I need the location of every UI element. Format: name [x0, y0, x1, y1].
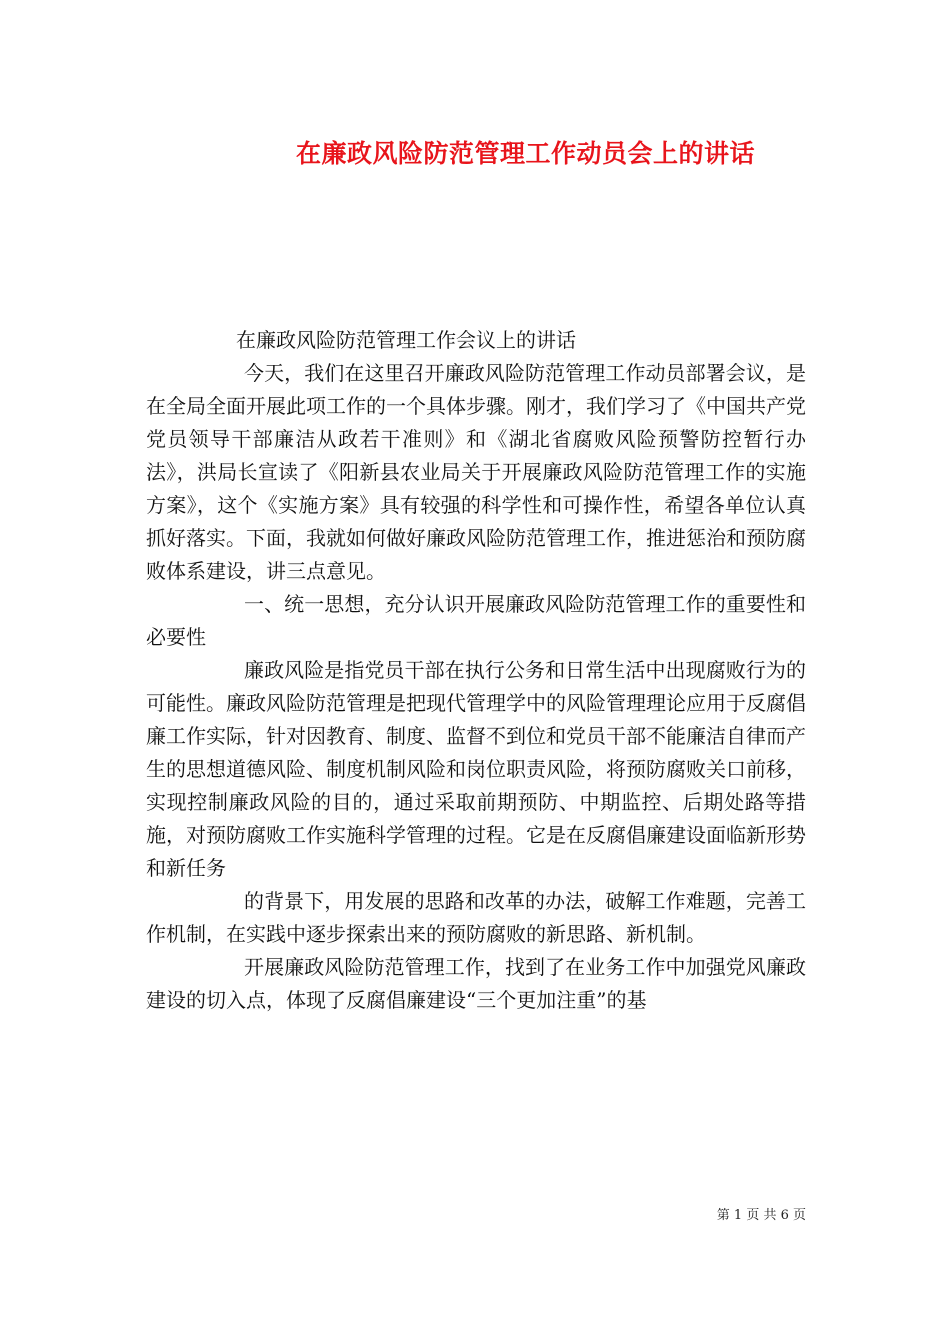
speech-subtitle: 在廉政风险防范管理工作会议上的讲话: [236, 328, 576, 352]
paragraph-continuation: 的背景下，用发展的思路和改革的办法，破解工作难题，完善工作机制，在实践中逐步探索出来的预防腐败的新思路、新机制。: [146, 889, 806, 946]
document-body: [146, 324, 806, 1017]
paragraph-significance: 开展廉政风险防范管理工作，找到了在业务工作中加强党风廉政建设的切入点，体现了反腐倡廉建设“三个更加注重”的基: [146, 955, 806, 1012]
page-number-footer: 第 1 页 共 6 页: [716, 1208, 806, 1223]
section-heading-1: 一、统一思想，充分认识开展廉政风险防范管理工作的重要性和必要性: [146, 592, 806, 649]
paragraph-definition: 廉政风险是指党员干部在执行公务和日常生活中出现腐败行为的可能性。廉政风险防范管理是把现代管理学中的风险管理理论应用于反腐倡廉工作实际，针对因教育、制度、监督不到位和党员干部不能廉洁自律而产生的思想道德风险、制度机制风险和岗位职责风险，将预防腐败关口前移，实现控制廉政风险的目的，通过采取前期预防、中期监控、后期处路等措施，对预防腐败工作实施科学管理的过程。它是在反腐倡廉建设面临新形势和新任务: [146, 658, 806, 880]
paragraph-intro: 今天，我们在这里召开廉政风险防范管理工作动员部署会议，是在全局全面开展此项工作的一个具体步骤。刚才，我们学习了《中国共产党党员领导干部廉洁从政若干准则》和《湖北省腐败风险预警防控暂行办法》，洪局长宣读了《阳新县农业局关于开展廉政风险防范管理工作的实施方案》，这个《实施方案》具有较强的科学性和可操作性，希望各单位认真抓好落实。下面，我就如何做好廉政风险防范管理工作，推进惩治和预防腐败体系建设，讲三点意见。: [146, 361, 806, 583]
document-title: 在廉政风险防范管理工作动员会上的讲话: [296, 139, 756, 168]
